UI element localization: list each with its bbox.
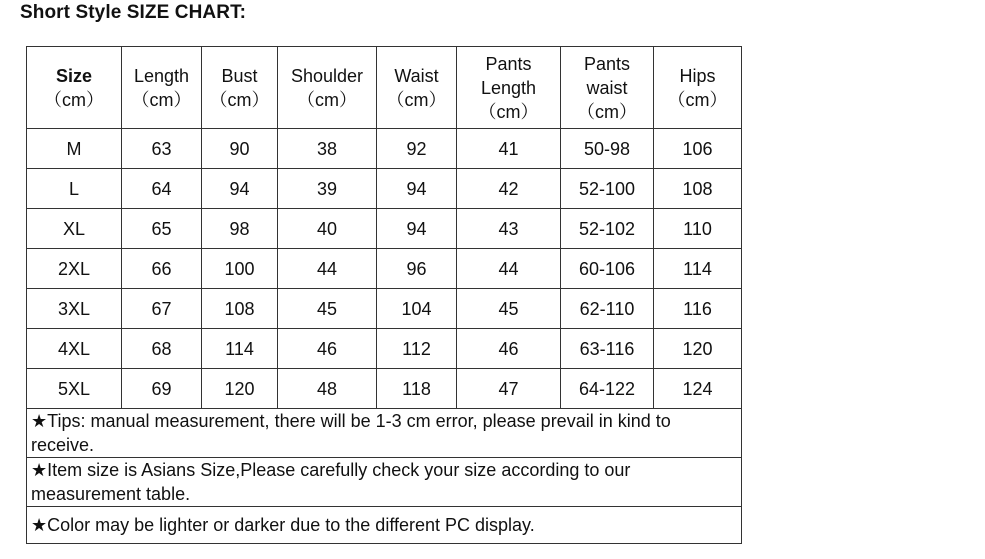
column-header-label: Length: [480, 77, 537, 98]
table-row: [27, 289, 742, 329]
table-cell: 69: [122, 369, 202, 409]
table-cell: 46: [457, 329, 561, 369]
column-header: [457, 47, 561, 129]
table-cell: 62-110: [561, 289, 654, 329]
column-header: [377, 47, 457, 129]
table-cell: 46: [278, 329, 377, 369]
table-cell: 100: [202, 249, 278, 289]
column-unit: （cm）: [131, 89, 192, 110]
table-cell: 47: [457, 369, 561, 409]
table-cell: M: [27, 129, 122, 169]
note-row: [27, 507, 742, 544]
table-cell: 44: [457, 249, 561, 289]
table-cell: 44: [278, 249, 377, 289]
note-row: [27, 458, 742, 507]
table-cell: 120: [654, 329, 742, 369]
note-text: ★Color may be lighter or darker due to the different PC display.: [27, 507, 742, 544]
column-unit: （cm）: [478, 101, 539, 122]
table-cell: 3XL: [27, 289, 122, 329]
table-cell: 68: [122, 329, 202, 369]
table-cell: 50-98: [561, 129, 654, 169]
table-cell: 39: [278, 169, 377, 209]
column-header-label: Bust: [221, 65, 258, 86]
table-cell: 41: [457, 129, 561, 169]
table-cell: 110: [654, 209, 742, 249]
column-header-label: Length: [133, 65, 190, 86]
table-cell: 4XL: [27, 329, 122, 369]
column-header: [27, 47, 122, 129]
table-cell: 112: [377, 329, 457, 369]
table-cell: 45: [457, 289, 561, 329]
column-header-label: waist: [586, 77, 628, 98]
table-cell: 52-100: [561, 169, 654, 209]
table-cell: 64: [122, 169, 202, 209]
table-cell: 114: [654, 249, 742, 289]
table-cell: XL: [27, 209, 122, 249]
table-cell: 94: [377, 209, 457, 249]
column-header-label: Size: [55, 65, 93, 86]
table-cell: 106: [654, 129, 742, 169]
column-unit: （cm）: [386, 89, 447, 110]
column-header-label: Pants: [583, 53, 631, 74]
table-cell: 92: [377, 129, 457, 169]
table-cell: 90: [202, 129, 278, 169]
table-cell: 116: [654, 289, 742, 329]
column-header-label: Pants: [485, 53, 532, 74]
header-row: [27, 47, 742, 129]
table-row: [27, 209, 742, 249]
column-header: [654, 47, 742, 129]
column-header: [202, 47, 278, 129]
table-cell: 108: [654, 169, 742, 209]
table-cell: 60-106: [561, 249, 654, 289]
table-row: [27, 169, 742, 209]
note-text: ★Item size is Asians Size,Please carefully check your size according to our measurement table.: [27, 458, 742, 507]
column-unit: （cm）: [297, 89, 357, 110]
column-header-label: Shoulder: [290, 65, 364, 86]
table-cell: 63-116: [561, 329, 654, 369]
chart-title: Short Style SIZE CHART:: [20, 2, 247, 23]
column-unit: （cm）: [667, 89, 728, 110]
table-cell: 67: [122, 289, 202, 329]
table-row: [27, 129, 742, 169]
table-cell: 65: [122, 209, 202, 249]
table-cell: 2XL: [27, 249, 122, 289]
table-cell: 118: [377, 369, 457, 409]
table-cell: 38: [278, 129, 377, 169]
table-cell: 114: [202, 329, 278, 369]
table-cell: 52-102: [561, 209, 654, 249]
table-cell: 120: [202, 369, 278, 409]
column-header: [278, 47, 377, 129]
table-row: [27, 369, 742, 409]
table-cell: 42: [457, 169, 561, 209]
table-row: [27, 249, 742, 289]
column-header-label: Hips: [679, 65, 716, 86]
column-unit: （cm）: [44, 89, 104, 110]
table-cell: 104: [377, 289, 457, 329]
table-cell: 94: [202, 169, 278, 209]
table-cell: 108: [202, 289, 278, 329]
table-cell: 63: [122, 129, 202, 169]
table-cell: 96: [377, 249, 457, 289]
column-header-label: Waist: [394, 65, 439, 86]
table-cell: 40: [278, 209, 377, 249]
table-cell: 45: [278, 289, 377, 329]
table-cell: 43: [457, 209, 561, 249]
column-header: [561, 47, 654, 129]
column-unit: （cm）: [209, 89, 270, 110]
table-cell: 64-122: [561, 369, 654, 409]
note-text: ★Tips: manual measurement, there will be 1-3 cm error, please prevail in kind to receive.: [27, 409, 742, 458]
note-row: [27, 409, 742, 458]
table-cell: 5XL: [27, 369, 122, 409]
column-header: [122, 47, 202, 129]
size-chart-table: [26, 46, 742, 544]
column-unit: （cm）: [577, 101, 637, 122]
table-cell: 66: [122, 249, 202, 289]
table-cell: 124: [654, 369, 742, 409]
table-cell: L: [27, 169, 122, 209]
table-cell: 94: [377, 169, 457, 209]
table-row: [27, 329, 742, 369]
table-cell: 48: [278, 369, 377, 409]
table-cell: 98: [202, 209, 278, 249]
